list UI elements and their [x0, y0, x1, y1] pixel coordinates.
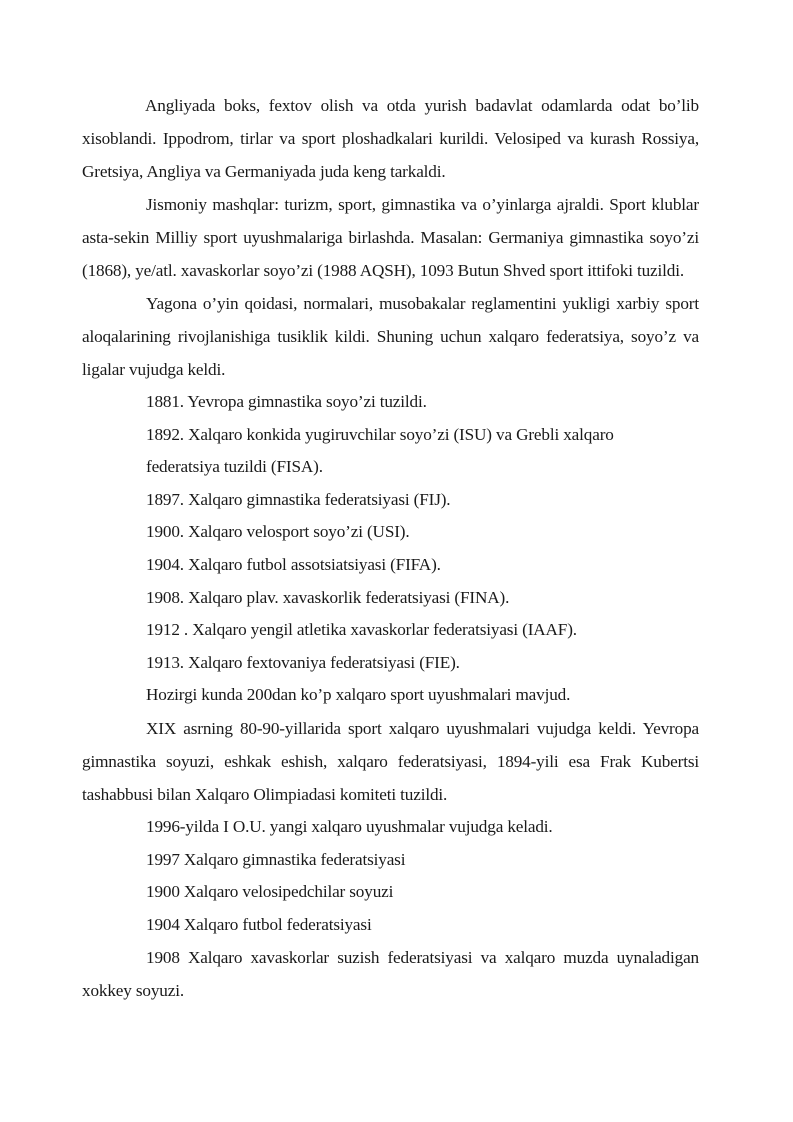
list-item: federatsiya tuzildi (FISA). [146, 457, 323, 477]
list-item: 1904 Xalqaro futbol federatsiyasi [146, 914, 372, 934]
list-item: 1908. Xalqaro plav. xavaskorlik federatsiyasi (FINA). [146, 587, 510, 607]
list-item: 1892. Xalqaro konkida yugiruvchilar soyo’zi (ISU) va Grebli xalqaro [146, 424, 614, 444]
paragraph-xix-century: XIX asrning 80-90-yillarida sport xalqaro uyushmalari vujudga keldi. Yevropa gimnastika soyuzi, eshkak eshish, xalqaro federatsiyasi, 1894-yili esa Frak Kubertsi tashabbusi bilan Xalqaro Olimpiadasi komiteti tuzildi. [82, 718, 699, 804]
list-item: 1881. Yevropa gimnastika soyo’zi tuzildi. [146, 392, 427, 411]
list-item: 1900. Xalqaro velosport soyo’zi (USI). [146, 522, 410, 542]
list-item: 1897. Xalqaro gimnastika federatsiyasi (FIJ). [146, 489, 451, 509]
list-item: 1913. Xalqaro fextovaniya federatsiyasi (FIE). [146, 652, 460, 672]
list-item: 1997 Xalqaro gimnastika federatsiyasi [146, 849, 406, 869]
paragraph-physical-exercises: Jismoniy mashqlar: turizm, sport, gimnastika va o’yinlarga ajraldi. Sport klublar asta-sekin Milliy sport uyushmalariga birlashda. Masalan: Germaniya gimnastika soyo’zi (1868), ye/atl. xavaskorlar soyo’zi (1988 AQSH), 1093 Butun Shved sport ittifoki tuzildi. [82, 195, 699, 280]
list-item: 1996-yilda I O.U. yangi xalqaro uyushmalar vujudga keladi. [146, 816, 553, 836]
document-body [82, 89, 699, 1007]
list-item: 1900 Xalqaro velosipedchilar soyuzi [146, 882, 394, 902]
paragraph-unified-rules: Yagona o’yin qoidasi, normalari, musobakalar reglamentini yukligi xarbiy sport aloqalarining rivojlanishiga tusiklik kildi. Shuning uchun xalqaro federatsiya, soyo’z va ligalar vujudga keldi. [82, 294, 699, 379]
list-item: 1904. Xalqaro futbol assotsiatsiyasi (FIFA). [146, 554, 441, 574]
list-item: 1912 . Xalqaro yengil atletika xavaskorlar federatsiyasi (IAAF). [146, 620, 577, 640]
paragraph-last: 1908 Xalqaro xavaskorlar suzish federatsiyasi va xalqaro muzda uynaladigan xokkey soyuzi. [82, 948, 699, 1001]
paragraph-england-sports: Angliyada boks, fextov olish va otda yurish badavlat odamlarda odat bo’lib xisoblandi. Ippodrom, tirlar va sport ploshadkalari kurildi. Velosiped va kurash Rossiya, Gretsiya, Angliya va Germaniyada juda keng tarkaldi. [82, 96, 699, 181]
list-item: Hozirgi kunda 200dan ko’p xalqaro sport uyushmalari mavjud. [146, 685, 571, 705]
